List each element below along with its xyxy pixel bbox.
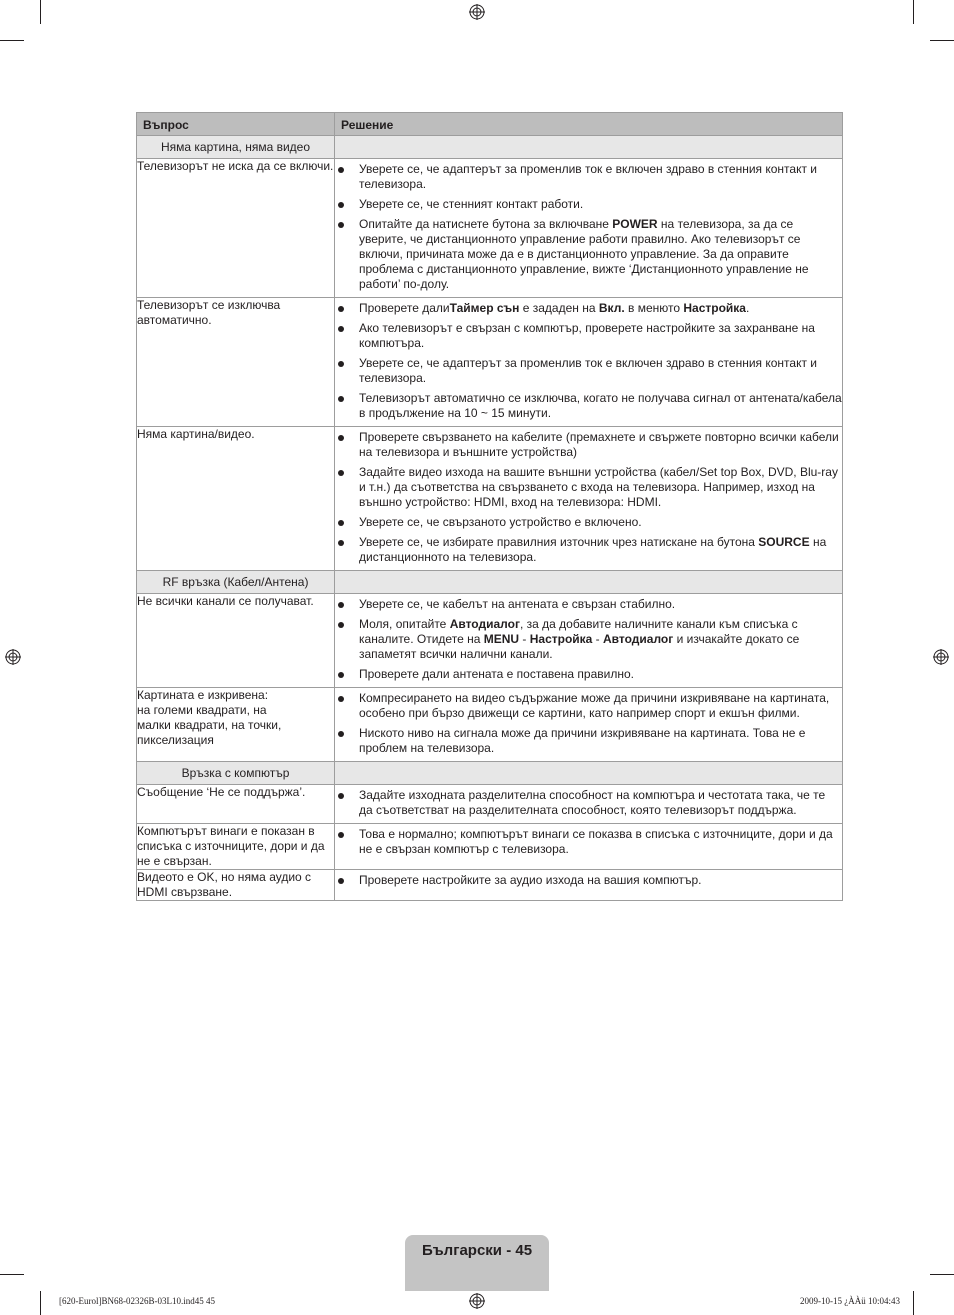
solution-cell <box>335 298 843 427</box>
solution-list <box>335 162 842 292</box>
solution-list <box>335 301 842 421</box>
question-cell: Компютърът винаги е показан в списъка с източниците, дори и да не е свързан. <box>137 824 335 870</box>
footer-timestamp: 2009-10-15 ¿ÀÀü 10:04:43 <box>800 1296 900 1306</box>
bullet-icon <box>338 672 344 678</box>
solution-item <box>335 301 842 316</box>
question-cell: Телевизорът не иска да се включи. <box>137 159 335 298</box>
crop-mark-bottom-right-horizontal <box>930 1274 954 1275</box>
solution-item <box>335 321 842 351</box>
bullet-icon <box>338 167 344 173</box>
column-header-question: Въпрос <box>137 113 335 136</box>
bullet-icon <box>338 602 344 608</box>
section-empty-cell <box>335 571 843 594</box>
section-empty-cell <box>335 762 843 785</box>
bold-term: Настройка <box>683 301 746 315</box>
question-cell: Не всички канали се получават. <box>137 594 335 688</box>
crop-mark-top-right-vertical <box>913 0 914 24</box>
table-body <box>137 136 843 901</box>
bullet-icon <box>338 222 344 228</box>
bold-term: Автодиалог <box>449 617 520 631</box>
solution-list <box>335 430 842 565</box>
bullet-icon <box>338 396 344 402</box>
solution-item <box>335 197 842 212</box>
solution-item <box>335 597 842 612</box>
bullet-icon <box>338 520 344 526</box>
table-row <box>137 298 843 427</box>
bullet-icon <box>338 793 344 799</box>
solution-text: Проверете дали <box>359 301 450 315</box>
solution-text: - <box>519 632 530 646</box>
solution-text: Уверете се, че свързаното устройство е включено. <box>359 515 642 529</box>
registration-mark-icon <box>933 649 949 665</box>
page-number-label: Български - 45 <box>421 1242 533 1259</box>
solution-cell <box>335 427 843 571</box>
solution-text: Опитайте да натиснете бутона за включване <box>359 217 613 231</box>
solution-cell <box>335 594 843 688</box>
solution-item <box>335 162 842 192</box>
solution-item <box>335 515 842 530</box>
crop-mark-bottom-right-vertical <box>913 1291 914 1315</box>
bold-term: Таймер сън <box>449 301 520 315</box>
solution-text: е зададен на <box>519 301 599 315</box>
crop-mark-bottom-left-horizontal <box>0 1274 24 1275</box>
bold-term: Настройка <box>529 632 593 646</box>
solution-text: Телевизорът автоматично се изключва, когато не получава сигнал от антената/кабела в продължение на 10 ~ 15 минути. <box>359 391 842 420</box>
solution-item <box>335 391 842 421</box>
solution-text: Компресирането на видео съдържание може да причини изкривяване на картината, особено при бързо движещи се картини, като например спорт и екшън филми. <box>359 691 830 720</box>
bold-term: Вкл. <box>598 301 625 315</box>
crop-mark-bottom-left-vertical <box>40 1291 41 1315</box>
registration-mark-icon <box>469 1293 485 1309</box>
solution-text: на дистанционното на телевизора. <box>359 535 827 564</box>
solution-text: Задайте видео изхода на вашите външни устройства (кабел/Set top Box, DVD, Blu-ray и т.н.) да съответства на свързването с входа на телевизора. Например, изход на външно устройство: HDMI, вход на телевизора: HDMI. <box>359 465 838 509</box>
solution-item <box>335 617 842 662</box>
bullet-icon <box>338 832 344 838</box>
solution-text: на телевизора, за да се уверите, че дистанционното управление работи правилно. Ако телевизорът се включи, причината може да е в дистанционното управление. За да оправите проблема с дистанционното управление, вижте ‘Дистанционното управление не работи’ по-долу. <box>359 217 809 291</box>
registration-mark-icon <box>5 649 21 665</box>
solution-text: . <box>745 301 750 315</box>
solution-text: Уверете се, че кабелът на антената е свързан стабилно. <box>359 597 676 611</box>
solution-item <box>335 726 842 756</box>
bullet-icon <box>338 306 344 312</box>
table-row <box>137 688 843 762</box>
bold-term: SOURCE <box>758 535 810 549</box>
question-cell: Видеото е OK, но няма аудио с HDMI свързване. <box>137 870 335 901</box>
solution-item <box>335 827 842 857</box>
solution-text: Проверете настройките за аудио изхода на вашия компютър. <box>359 873 702 887</box>
section-row <box>137 762 843 785</box>
solution-list <box>335 691 842 756</box>
solution-list <box>335 827 842 857</box>
solution-text: Задайте изходната разделителна способност на компютъра и честотата така, че те да съответстват на разделителната способност, която телевизорът поддържа. <box>359 788 826 817</box>
solution-cell <box>335 870 843 901</box>
table-row <box>137 427 843 571</box>
section-title: RF връзка (Кабел/Антена) <box>137 571 335 594</box>
solution-text: Това е нормално; компютърът винаги се показва в списъка с източниците, дори и да не е свързан компютър с телевизора. <box>359 827 833 856</box>
solution-text: Моля, опитайте <box>359 617 450 631</box>
solution-list <box>335 597 842 682</box>
solution-cell <box>335 159 843 298</box>
solution-cell <box>335 824 843 870</box>
question-cell: Телевизорът се изключва автоматично. <box>137 298 335 427</box>
solution-list <box>335 788 842 818</box>
solution-text: Проверете свързването на кабелите (премахнете и свържете повторно всички кабели на телевизора и външните устройства) <box>359 430 839 459</box>
bullet-icon <box>338 470 344 476</box>
solution-text: , за да добавите наличните канали към списъка с каналите. Отидете на <box>359 617 798 646</box>
solution-text: Уверете се, че избирате правилния източник чрез натискане на бутона <box>359 535 759 549</box>
section-title: Връзка с компютър <box>137 762 335 785</box>
footer-file-info: [620-Eurol]BN68-02326B-03L10.ind45 45 <box>59 1296 215 1306</box>
solution-item <box>335 788 842 818</box>
solution-item <box>335 465 842 510</box>
solution-item <box>335 356 842 386</box>
table-row <box>137 594 843 688</box>
bullet-icon <box>338 878 344 884</box>
table-row <box>137 824 843 870</box>
bullet-icon <box>338 326 344 332</box>
bullet-icon <box>338 361 344 367</box>
solution-cell <box>335 785 843 824</box>
table-header-row <box>137 113 843 136</box>
solution-text: Ниското ниво на сигнала може да причини изкривяване на картината. Това не е проблем на телевизора. <box>359 726 806 755</box>
solution-text: Уверете се, че стенният контакт работи. <box>359 197 584 211</box>
solution-text: в менюто <box>624 301 684 315</box>
column-header-solution: Решение <box>335 113 843 136</box>
bullet-icon <box>338 622 344 628</box>
solution-item <box>335 430 842 460</box>
bullet-icon <box>338 435 344 441</box>
section-row <box>137 571 843 594</box>
solution-item <box>335 691 842 721</box>
section-title: Няма картина, няма видео <box>137 136 335 159</box>
solution-item <box>335 535 842 565</box>
bullet-icon <box>338 731 344 737</box>
table-row <box>137 785 843 824</box>
question-cell: Съобщение ‘Не се поддържа’. <box>137 785 335 824</box>
solution-text: и изчакайте докато се запаметят всички налични канали. <box>359 632 800 661</box>
bullet-icon <box>338 202 344 208</box>
section-empty-cell <box>335 136 843 159</box>
solution-cell <box>335 688 843 762</box>
solution-list <box>335 873 842 888</box>
bold-term: MENU <box>483 632 520 646</box>
bullet-icon <box>338 540 344 546</box>
crop-mark-top-left-vertical <box>40 0 41 24</box>
bullet-icon <box>338 696 344 702</box>
table-row <box>137 159 843 298</box>
solution-item <box>335 667 842 682</box>
solution-text: Проверете дали антената е поставена правилно. <box>359 667 634 681</box>
solution-text: Уверете се, че адаптерът за променлив ток е включен здраво в стенния контакт и телевизора. <box>359 356 818 385</box>
section-row <box>137 136 843 159</box>
registration-mark-icon <box>469 4 485 20</box>
solution-text: Ако телевизорът е свързан с компютър, проверете настройките за захранване на компютъра. <box>359 321 815 350</box>
troubleshooting-table <box>136 112 843 901</box>
solution-item <box>335 217 842 292</box>
crop-mark-top-left-horizontal <box>0 40 24 41</box>
question-cell: Няма картина/видео. <box>137 427 335 571</box>
bold-term: Автодиалог <box>603 632 674 646</box>
crop-mark-top-right-horizontal <box>930 40 954 41</box>
solution-text: - <box>592 632 604 646</box>
solution-item <box>335 873 842 888</box>
question-cell: Картината е изкривена: на големи квадрати, на малки квадрати, на точки, пикселизация <box>137 688 335 762</box>
solution-text: Уверете се, че адаптерът за променлив ток е включен здраво в стенния контакт и телевизора. <box>359 162 818 191</box>
bold-term: POWER <box>612 217 658 231</box>
table-row <box>137 870 843 901</box>
